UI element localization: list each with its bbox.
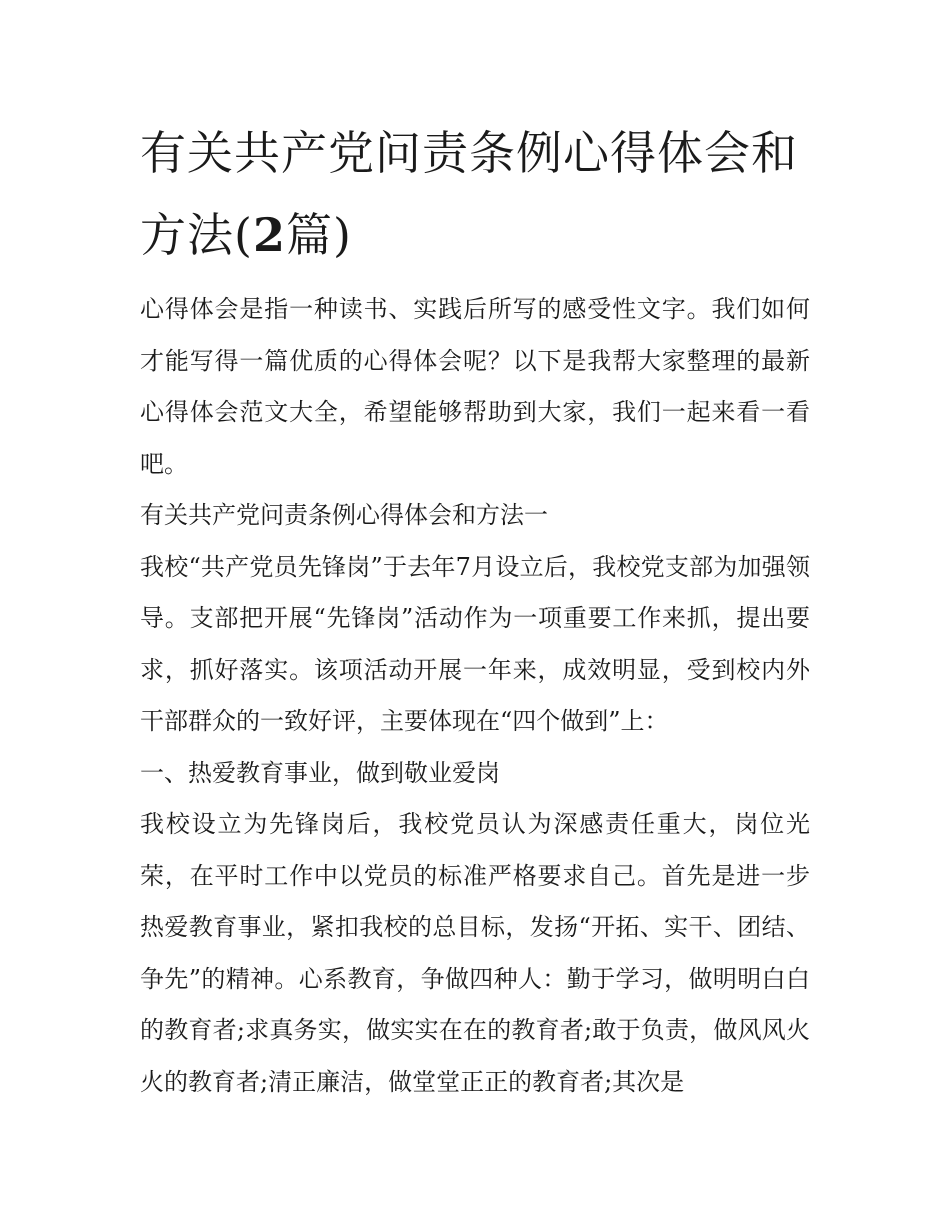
document-page	[140, 112, 820, 1108]
section-heading: 有关共产党问责条例心得体会和方法一	[140, 501, 548, 529]
body-paragraph: 我校“共产党员先锋岗”于去年7月设立后，我校党支部为加强领导。支部把开展“先锋岗”活动作为一项重要工作来抓，提出要求，抓好落实。该项活动开展一年来，成效明显，受到校内外干部群众的一致好评，主要体现在“四个做到”上：	[140, 552, 810, 735]
document-title: 有关共产党问责条例心得体会和方法(2篇)	[140, 126, 798, 262]
document-body	[140, 284, 820, 1108]
body-paragraph: 我校设立为先锋岗后，我校党员认为深感责任重大，岗位光荣，在平时工作中以党员的标准严格要求自己。首先是进一步热爱教育事业，紧扣我校的总目标，发扬“开拓、实干、团结、争先”的精神。心系教育，争做四种人：勤于学习，做明明白白的教育者;求真务实，做实实在在的教育者;敢于负责，做风风火火的教育者;清正廉洁，做堂堂正正的教育者;其次是	[140, 810, 810, 1096]
subsection-heading: 一、热爱教育事业，做到敬业爱岗	[140, 758, 500, 787]
intro-paragraph: 心得体会是指一种读书、实践后所写的感受性文字。我们如何才能写得一篇优质的心得体会呢？以下是我帮大家整理的最新心得体会范文大全，希望能够帮助到大家，我们一起来看一看吧。	[140, 295, 810, 478]
